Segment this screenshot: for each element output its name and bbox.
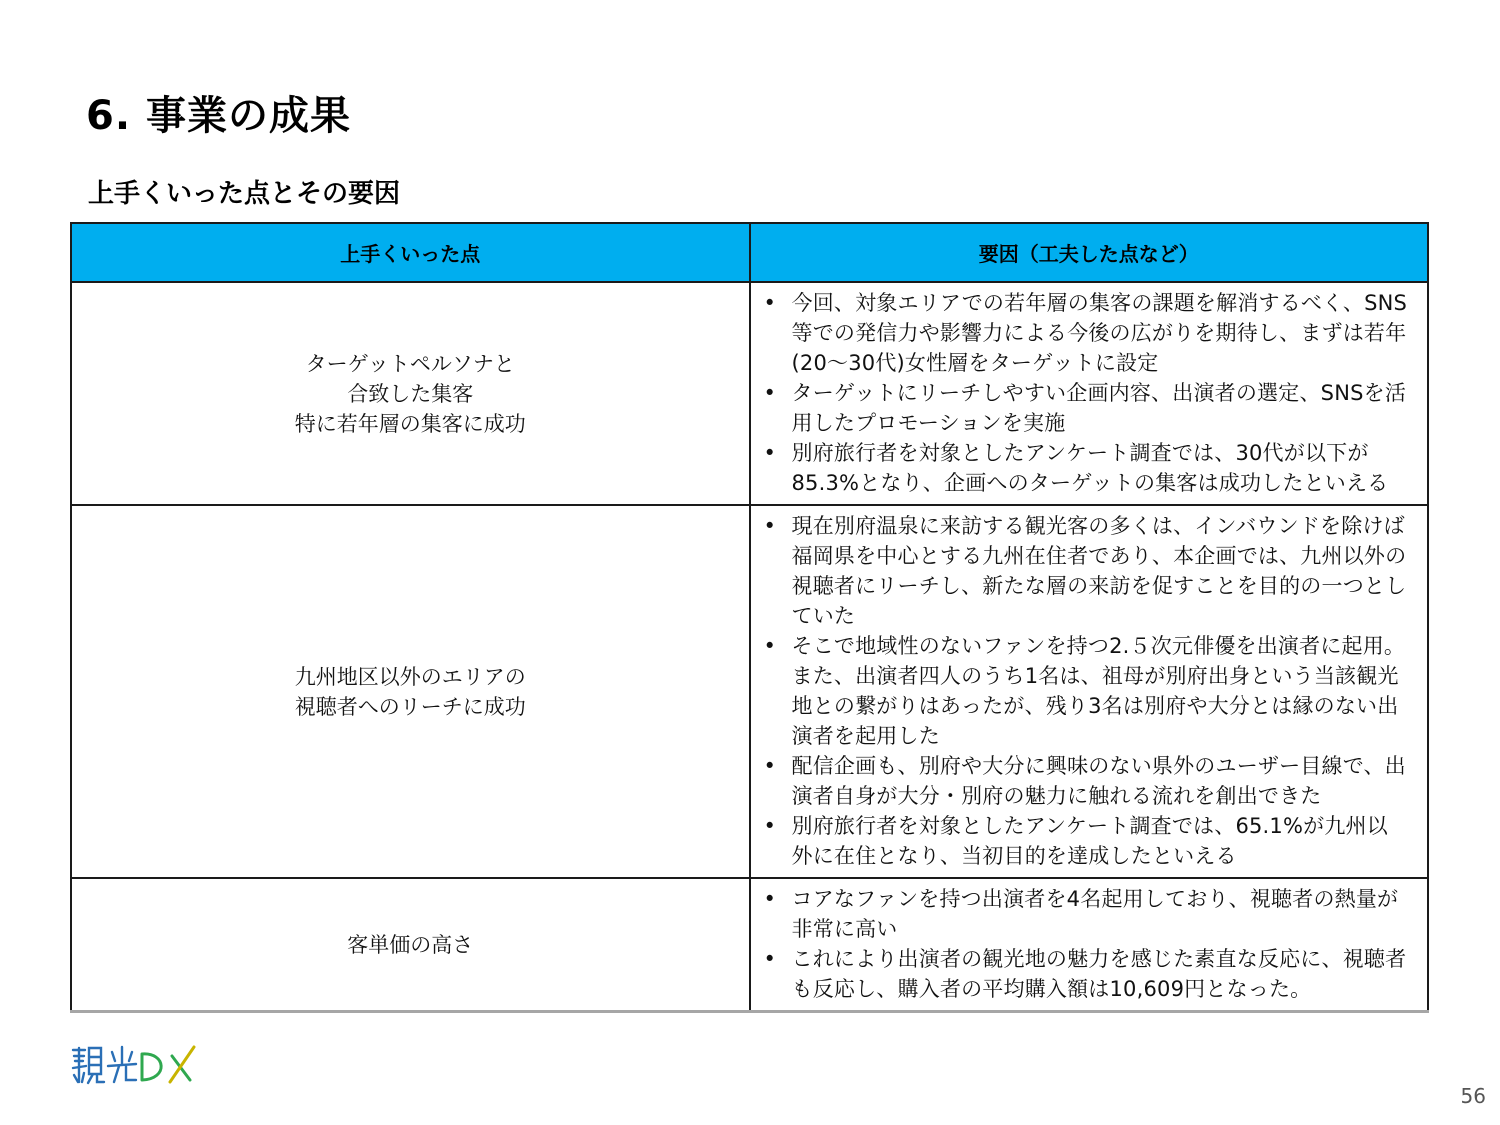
factor-item: • 今回、対象エリアでの若年層の集客の課題を解消するべく、SNS等での発信力や影響力による今後の広がりを期待し、まずは若年(20～30代)女性層をターゲットに設定 bbox=[761, 288, 1410, 378]
factors-cell bbox=[750, 505, 1429, 878]
table-row bbox=[71, 282, 1428, 505]
point-line: 特に若年層の集客に成功 bbox=[294, 411, 526, 436]
factor-item: • これにより出演者の観光地の魅力を感じた素直な反応に、視聴者も反応し、購入者の平均購入額は10,609円となった。 bbox=[761, 944, 1410, 1004]
point-line: ターゲットペルソナと bbox=[305, 351, 515, 376]
point-cell bbox=[71, 505, 750, 878]
table-header-row bbox=[71, 223, 1428, 282]
point-cell bbox=[71, 878, 750, 1011]
header-point: 上手くいった点 bbox=[71, 223, 750, 282]
results-table bbox=[70, 222, 1429, 1012]
point-cell bbox=[71, 282, 750, 505]
factor-list bbox=[761, 288, 1410, 498]
factor-list bbox=[761, 884, 1410, 1004]
factor-item: • 現在別府温泉に来訪する観光客の多くは、インバウンドを除けば福岡県を中心とする九州在住者であり、本企画では、九州以外の視聴者にリーチし、新たな層の来訪を促すことを目的の一つとしていた bbox=[761, 511, 1410, 631]
factor-item: • 別府旅行者を対象としたアンケート調査では、30代が以下が85.3%となり、企画へのターゲットの集客は成功したといえる bbox=[761, 438, 1410, 498]
factor-item: • 別府旅行者を対象としたアンケート調査では、65.1%が九州以外に在住となり、当初目的を達成したといえる bbox=[761, 811, 1410, 871]
kanko-dx-logo bbox=[70, 1042, 200, 1086]
factor-item: • コアなファンを持つ出演者を4名起用しており、視聴者の熱量が非常に高い bbox=[761, 884, 1410, 944]
footer-divider bbox=[70, 1010, 1429, 1013]
factor-list bbox=[761, 511, 1410, 871]
point-line: 客単価の高さ bbox=[347, 932, 474, 957]
page-number: 56 bbox=[1460, 1084, 1486, 1108]
factor-item: • ターゲットにリーチしやすい企画内容、出演者の選定、SNSを活用したプロモーションを実施 bbox=[761, 378, 1410, 438]
point-line: 視聴者へのリーチに成功 bbox=[294, 694, 526, 719]
point-line: 九州地区以外のエリアの bbox=[294, 664, 526, 689]
factor-item: • そこで地域性のないファンを持つ2.５次元俳優を出演者に起用。また、出演者四人のうち1名は、祖母が別府出身という当該観光地との繋がりはあったが、残り3名は別府や大分とは縁のない出演者を起用した bbox=[761, 631, 1410, 751]
factor-item: • 配信企画も、別府や大分に興味のない県外のユーザー目線で、出演者自身が大分・別府の魅力に触れる流れを創出できた bbox=[761, 751, 1410, 811]
point-line: 合致した集客 bbox=[347, 381, 474, 406]
table-row bbox=[71, 878, 1428, 1011]
logo-text bbox=[70, 1042, 200, 1086]
page-title: 6. 事業の成果 bbox=[86, 93, 351, 139]
table-row bbox=[71, 505, 1428, 878]
header-factors: 要因（工夫した点など） bbox=[750, 223, 1429, 282]
section-title: 上手くいった点とその要因 bbox=[88, 179, 401, 209]
factors-cell bbox=[750, 282, 1429, 505]
factors-cell bbox=[750, 878, 1429, 1011]
